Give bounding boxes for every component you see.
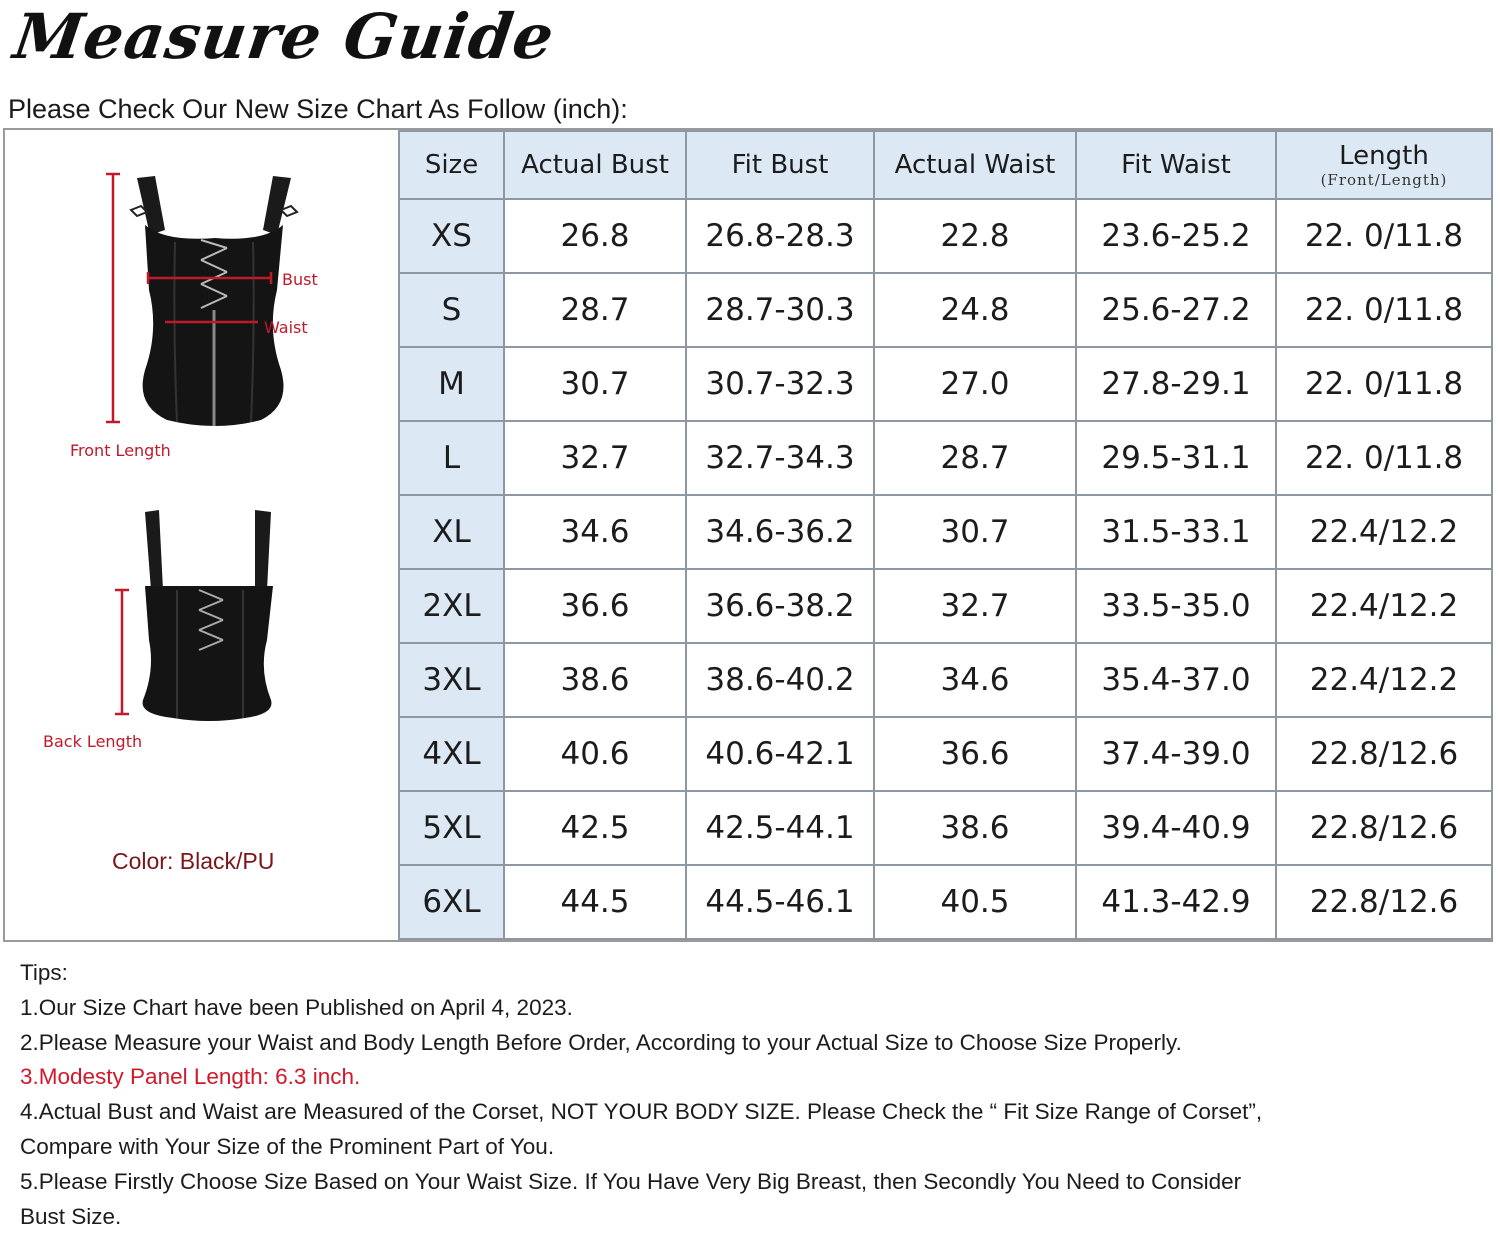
table-row <box>399 865 1492 939</box>
cell-fit-waist: 23.6-25.2 <box>1076 199 1276 273</box>
cell-actual-bust: 26.8 <box>504 199 686 273</box>
cell-length: 22. 0/11.8 <box>1276 199 1492 273</box>
cell-fit-waist: 35.4-37.0 <box>1076 643 1276 717</box>
tip-item: 4.Actual Bust and Waist are Measured of the Corset, NOT YOUR BODY SIZE. Please Check the “ Fit Size Range of Corset”, <box>20 1099 1263 1125</box>
header-actual-bust: Actual Bust <box>504 131 686 199</box>
cell-actual-waist: 24.8 <box>874 273 1076 347</box>
cell-actual-waist: 40.5 <box>874 865 1076 939</box>
cell-length: 22.4/12.2 <box>1276 495 1492 569</box>
chart-subtitle: Please Check Our New Size Chart As Follow (inch): <box>8 94 628 124</box>
tips-heading: Tips: <box>20 960 68 985</box>
cell-actual-bust: 32.7 <box>504 421 686 495</box>
header-fit-bust: Fit Bust <box>686 131 874 199</box>
cell-fit-bust: 36.6-38.2 <box>686 569 874 643</box>
front-length-label: Front Length <box>70 441 171 460</box>
header-actual-waist: Actual Waist <box>874 131 1076 199</box>
cell-actual-waist: 30.7 <box>874 495 1076 569</box>
cell-size: 3XL <box>399 643 504 717</box>
table-row <box>399 717 1492 791</box>
cell-fit-waist: 33.5-35.0 <box>1076 569 1276 643</box>
cell-actual-waist: 38.6 <box>874 791 1076 865</box>
table-row <box>399 273 1492 347</box>
color-label: Color: Black/PU <box>112 848 275 874</box>
cell-actual-waist: 32.7 <box>874 569 1076 643</box>
header-length-label: Length <box>1339 141 1429 171</box>
table-row <box>399 569 1492 643</box>
waist-label: Waist <box>264 318 308 337</box>
tip-item: 2.Please Measure your Waist and Body Length Before Order, According to your Actual Size to Choose Size Properly. <box>20 1029 1182 1055</box>
cell-size: M <box>399 347 504 421</box>
cell-length: 22.4/12.2 <box>1276 643 1492 717</box>
tip-item: 1.Our Size Chart have been Published on April 4, 2023. <box>20 994 573 1020</box>
header-length <box>1276 131 1492 199</box>
cell-actual-waist: 27.0 <box>874 347 1076 421</box>
cell-fit-bust: 32.7-34.3 <box>686 421 874 495</box>
cell-actual-bust: 28.7 <box>504 273 686 347</box>
cell-size: XS <box>399 199 504 273</box>
cell-size: 6XL <box>399 865 504 939</box>
back-corset-image <box>5 500 398 760</box>
cell-fit-bust: 44.5-46.1 <box>686 865 874 939</box>
cell-fit-waist: 39.4-40.9 <box>1076 791 1276 865</box>
cell-actual-waist: 36.6 <box>874 717 1076 791</box>
cell-size: XL <box>399 495 504 569</box>
cell-actual-waist: 34.6 <box>874 643 1076 717</box>
cell-length: 22.8/12.6 <box>1276 791 1492 865</box>
table-row <box>399 199 1492 273</box>
header-size: Size <box>399 131 504 199</box>
tip-item-highlight: 3.Modesty Panel Length: 6.3 inch. <box>20 1064 361 1090</box>
cell-fit-bust: 30.7-32.3 <box>686 347 874 421</box>
cell-size: 2XL <box>399 569 504 643</box>
cell-actual-bust: 30.7 <box>504 347 686 421</box>
cell-length: 22. 0/11.8 <box>1276 421 1492 495</box>
tips-section <box>20 956 1480 1234</box>
table-header-row <box>399 131 1492 199</box>
cell-fit-waist: 25.6-27.2 <box>1076 273 1276 347</box>
cell-size: S <box>399 273 504 347</box>
cell-size: 4XL <box>399 717 504 791</box>
table-row <box>399 347 1492 421</box>
cell-fit-waist: 37.4-39.0 <box>1076 717 1276 791</box>
back-length-label: Back Length <box>43 732 143 751</box>
cell-fit-bust: 40.6-42.1 <box>686 717 874 791</box>
cell-size: L <box>399 421 504 495</box>
table-row <box>399 495 1492 569</box>
cell-length: 22. 0/11.8 <box>1276 273 1492 347</box>
cell-actual-bust: 44.5 <box>504 865 686 939</box>
cell-length: 22.4/12.2 <box>1276 569 1492 643</box>
header-length-sub: (Front/Length) <box>1320 171 1448 189</box>
tip-item: Compare with Your Size of the Prominent Part of You. <box>20 1133 555 1159</box>
cell-fit-waist: 29.5-31.1 <box>1076 421 1276 495</box>
cell-fit-bust: 28.7-30.3 <box>686 273 874 347</box>
size-chart-table <box>398 130 1493 940</box>
front-corset-image <box>5 130 398 460</box>
page-title: Measure Guide <box>9 0 559 73</box>
cell-fit-bust: 42.5-44.1 <box>686 791 874 865</box>
cell-actual-bust: 38.6 <box>504 643 686 717</box>
cell-size: 5XL <box>399 791 504 865</box>
measurement-diagram-panel <box>5 130 398 940</box>
cell-actual-bust: 34.6 <box>504 495 686 569</box>
cell-fit-waist: 27.8-29.1 <box>1076 347 1276 421</box>
cell-actual-bust: 36.6 <box>504 569 686 643</box>
table-row <box>399 421 1492 495</box>
cell-fit-waist: 41.3-42.9 <box>1076 865 1276 939</box>
cell-fit-bust: 38.6-40.2 <box>686 643 874 717</box>
table-row <box>399 791 1492 865</box>
header-fit-waist: Fit Waist <box>1076 131 1276 199</box>
cell-actual-bust: 40.6 <box>504 717 686 791</box>
size-chart-table-wrap <box>398 130 1491 940</box>
tip-item: Bust Size. <box>20 1203 122 1229</box>
table-row <box>399 643 1492 717</box>
cell-length: 22.8/12.6 <box>1276 717 1492 791</box>
tip-item: 5.Please Firstly Choose Size Based on Your Waist Size. If You Have Very Big Breast, then Secondly You Need to Consider <box>20 1168 1242 1194</box>
cell-fit-bust: 26.8-28.3 <box>686 199 874 273</box>
cell-actual-waist: 22.8 <box>874 199 1076 273</box>
cell-fit-bust: 34.6-36.2 <box>686 495 874 569</box>
cell-length: 22. 0/11.8 <box>1276 347 1492 421</box>
bust-label: Bust <box>282 270 318 289</box>
cell-actual-waist: 28.7 <box>874 421 1076 495</box>
cell-fit-waist: 31.5-33.1 <box>1076 495 1276 569</box>
cell-length: 22.8/12.6 <box>1276 865 1492 939</box>
cell-actual-bust: 42.5 <box>504 791 686 865</box>
